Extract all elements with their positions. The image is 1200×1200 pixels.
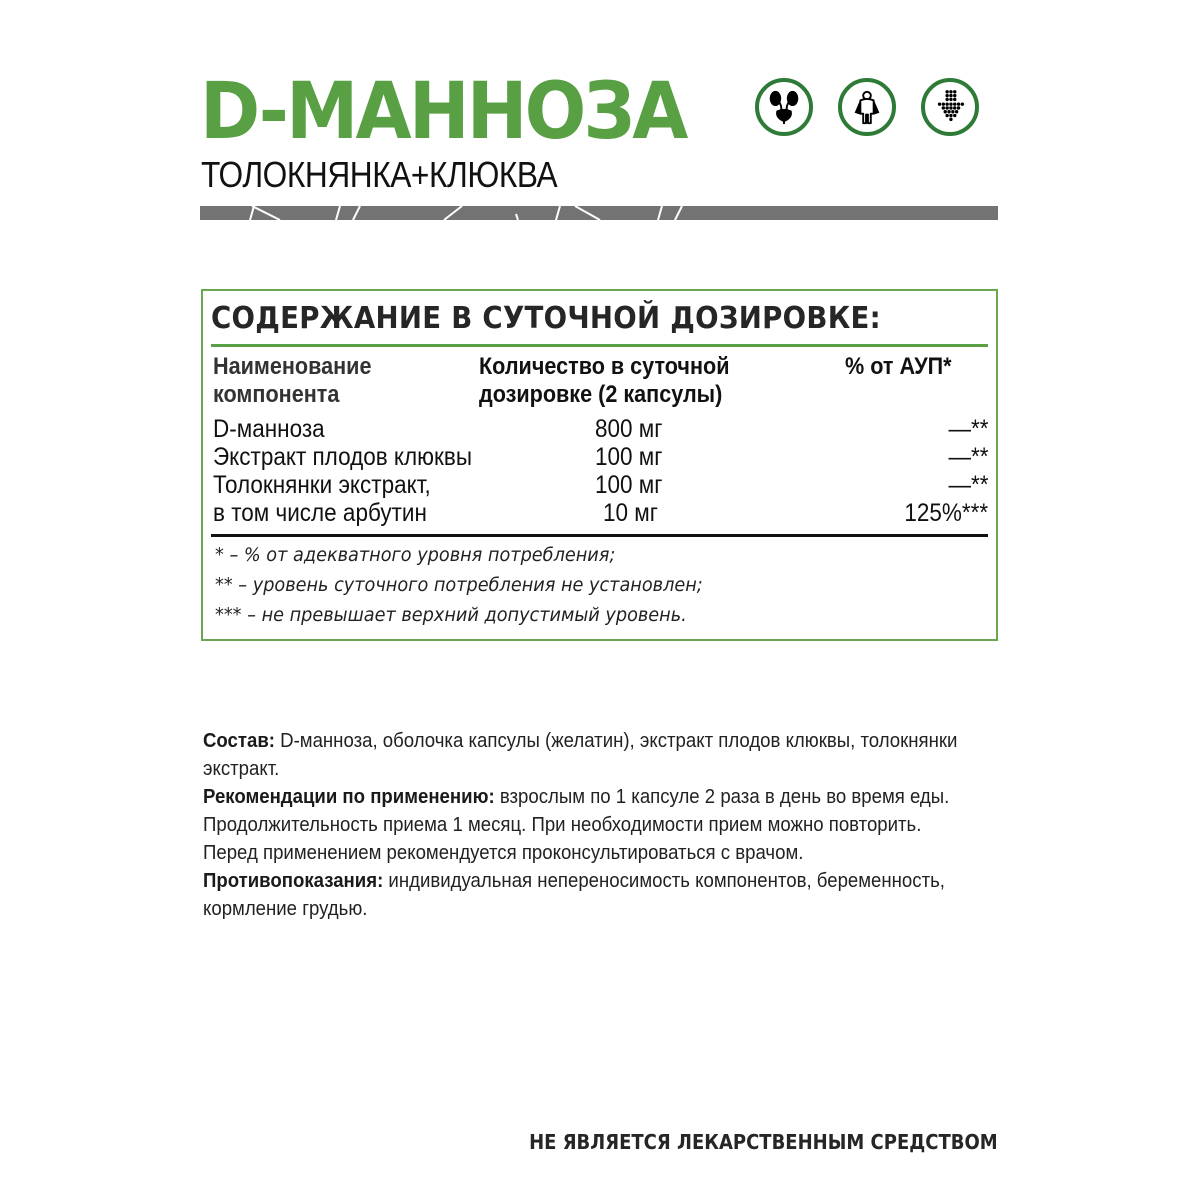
disclaimer: НЕ ЯВЛЯЕТСЯ ЛЕКАРСТВЕННЫМ СРЕДСТВОМ	[529, 1130, 998, 1154]
table-row	[213, 499, 988, 527]
contraindications-text: индивидуальная непереносимость компонентов, беременность, кормление грудью.	[203, 870, 945, 920]
product-subtitle: ТОЛОКНЯНКА+КЛЮКВА	[201, 154, 558, 195]
cell-pct: 125%***	[904, 499, 988, 527]
footnote: ** – уровень суточного потребления не установлен;	[215, 574, 703, 596]
column-header-name	[213, 353, 371, 409]
header-qty-line1: Количество в суточной	[479, 353, 730, 380]
header-qty-line2: дозировке (2 капсулы)	[479, 381, 723, 408]
table-row	[213, 471, 988, 499]
composition-paragraph	[203, 727, 966, 783]
kidneys-bladder-icon	[755, 78, 813, 136]
column-header-quantity	[479, 353, 729, 409]
dosage-table-title: СОДЕРЖАНИЕ В СУТОЧНОЙ ДОЗИРОВКЕ:	[211, 301, 882, 336]
cell-name: Толокнянки экстракт,	[213, 471, 431, 499]
cell-qty: 800 мг	[595, 415, 663, 443]
table-row	[213, 443, 988, 471]
composition-label: Состав:	[203, 730, 275, 752]
cell-qty: 100 мг	[595, 443, 663, 471]
contraindications-paragraph	[203, 867, 966, 923]
usage-label: Рекомендации по применению:	[203, 786, 495, 808]
product-title: D-МАННОЗА	[200, 67, 686, 157]
table-bottom-divider	[211, 534, 988, 537]
header-name-line1: Наименование	[213, 353, 372, 380]
dosage-table-box	[201, 289, 998, 641]
human-body-icon	[838, 78, 896, 136]
cell-name: в том числе арбутин	[213, 499, 427, 527]
composition-text: D-манноза, оболочка капсулы (желатин), экстракт плодов клюквы, толокнянки экстракт.	[203, 730, 958, 780]
dotted-arrow-down-icon	[921, 78, 979, 136]
table-row	[213, 415, 988, 443]
cell-qty: 10 мг	[603, 499, 658, 527]
benefit-icons	[755, 78, 979, 136]
cell-qty: 100 мг	[595, 471, 663, 499]
cell-pct: —**	[947, 471, 988, 499]
usage-paragraph	[203, 783, 966, 867]
contraindications-label: Противопоказания:	[203, 870, 384, 892]
product-info	[203, 727, 983, 923]
cell-pct: —**	[947, 443, 988, 471]
column-header-percent: % от АУП*	[845, 353, 952, 380]
header-name-line2: компонента	[213, 381, 340, 408]
title-divider	[211, 344, 988, 347]
footnote: * – % от адекватного уровня потребления;	[215, 544, 616, 566]
cell-name: D-манноза	[213, 415, 325, 443]
footnote: *** – не превышает верхний допустимый уровень.	[215, 604, 687, 626]
usage-text: взрослым по 1 капсуле 2 раза в день во время еды. Продолжительность приема 1 месяц. При необходимости прием можно повторить. Перед применением рекомендуется проконсультироваться с врачом.	[203, 786, 950, 864]
decorative-band	[200, 206, 998, 220]
cell-name: Экстракт плодов клюквы	[213, 443, 473, 471]
cell-pct: —**	[947, 415, 988, 443]
